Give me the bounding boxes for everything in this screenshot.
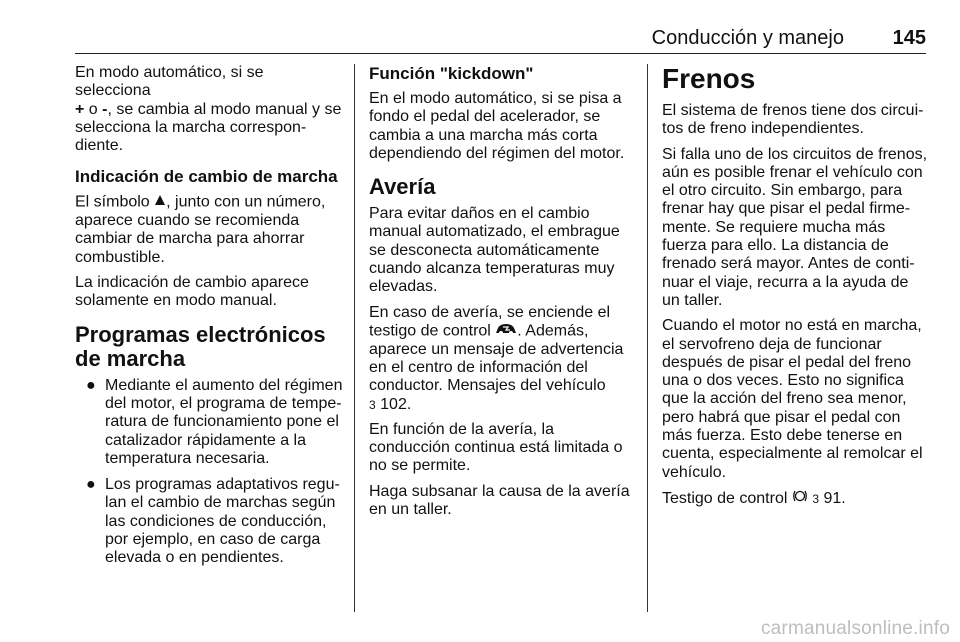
column-1	[75, 64, 343, 576]
upshift-arrow-icon	[154, 193, 166, 211]
list-item: ● Mediante el aumento del régimen del motor, el programa de tempe-ratura de funcionamiento pone el catalizador rápidamente a la temperatura necesaria.	[86, 376, 343, 467]
page-header	[75, 27, 926, 49]
brakes-paragraph-3: Cuando el motor no está en marcha, el servofreno deja de funcionar después de pisar el pedal del freno una o dos veces. Esto no significa que la acción del freno sea menor, pero habrá que pisar el pedal con más fuerza. Esto debe tenerse en cuenta, especialmente al remolcar el vehículo.	[662, 317, 923, 481]
section-title: Conducción y manejo	[651, 27, 844, 49]
minus-symbol: -	[102, 100, 108, 118]
kickdown-heading: Función "kickdown"	[369, 64, 534, 83]
fault-paragraph-1: Para evitar daños en el cambio manual automatizado, el embrague se desconecta automáticamente cuando alcanza temperaturas muy elevadas.	[369, 205, 620, 296]
fault-paragraph-4: Haga subsanar la causa de la avería en un taller.	[369, 482, 630, 519]
fault-paragraph-2: En caso de avería, se enciende el testigo de control . Además, aparece un mensaje de advertencia en el centro de información del conductor. Mensajes del vehículo 3 102.	[369, 303, 624, 413]
brakes-paragraph-1: El sistema de frenos tiene dos circui-tos de freno independientes.	[662, 102, 924, 138]
page-ref-arrow-icon: 3	[369, 397, 376, 412]
brakes-paragraph-4: Testigo de control 3 91.	[662, 489, 846, 507]
watermark: carmanualsonline.info	[760, 618, 950, 639]
fault-heading: Avería	[369, 174, 436, 200]
list-item: ● Los programas adaptativos regu-lan el cambio de marchas según las condiciones de conducción, por ejemplo, en caso de carga elevada o en pendientes.	[86, 476, 340, 567]
shift-indication-heading: Indicación de cambio de marcha	[75, 167, 338, 187]
bullet-icon: ●	[86, 476, 96, 494]
column-3	[662, 64, 930, 515]
column-divider	[354, 64, 355, 612]
column-2	[369, 64, 634, 526]
intro-paragraph: En modo automático, si se selecciona + o -, se cambia al modo manual y se selecciona la marcha correspon-diente.	[75, 64, 342, 155]
page-ref-arrow-icon: 3	[812, 491, 819, 506]
page-ref: 91.	[823, 489, 846, 507]
programs-heading: Programas electrónicos de marcha	[75, 321, 326, 371]
gearbox-warning-icon	[495, 322, 517, 340]
page-number: 145	[892, 27, 926, 49]
header-rule	[75, 53, 926, 54]
column-divider	[647, 64, 648, 612]
kickdown-paragraph: En el modo automático, si se pisa a fondo el pedal del acelerador, se cambia a una marcha más corta dependiendo del régimen del motor.	[369, 90, 625, 162]
brake-warning-icon	[792, 489, 808, 508]
shift-paragraph-1: El símbolo , junto con un número, aparece cuando se recomienda cambiar de marcha para ahorrar combustible.	[75, 193, 326, 266]
page-ref: 102.	[380, 395, 412, 413]
plus-symbol: +	[75, 100, 85, 118]
fault-paragraph-3: En función de la avería, la conducción continua está limitada o no se permite.	[369, 420, 623, 475]
shift-paragraph-2: La indicación de cambio aparece solamente en modo manual.	[75, 274, 309, 310]
bullet-icon: ●	[86, 376, 96, 394]
brakes-paragraph-2: Si falla uno de los circuitos de frenos, aún es posible frenar el vehículo con el otro circuito. Sin embargo, para frenar hay que pisar el pedal firme-mente. Se requiere mucha más fuerza para ello. La distancia de frenado será mayor. Antes de conti-nuar el viaje, recurra a la ayuda de un taller.	[662, 145, 928, 309]
programs-list	[75, 377, 343, 568]
brakes-heading: Frenos	[662, 63, 756, 94]
